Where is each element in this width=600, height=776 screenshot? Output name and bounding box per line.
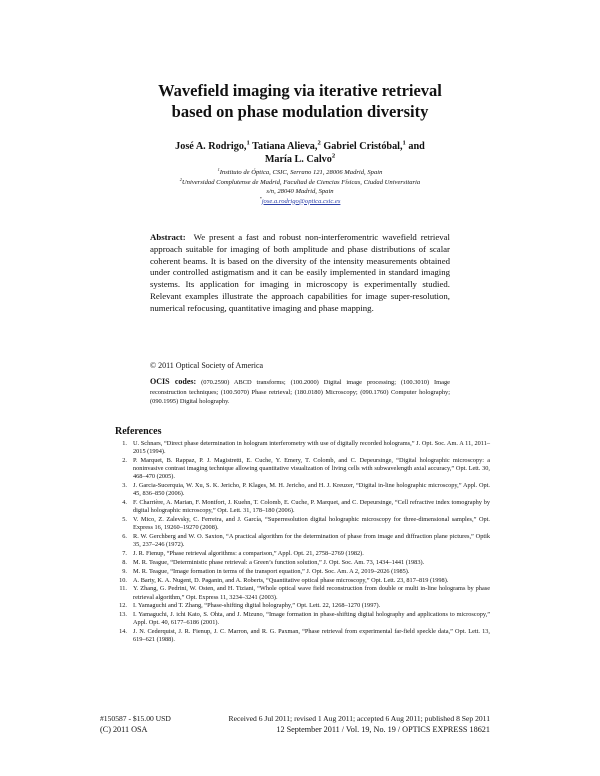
author-name: José A. Rodrigo, — [175, 141, 247, 152]
affiliation-mark: 1 — [217, 166, 220, 172]
footer-dates: Received 6 Jul 2011; revised 1 Aug 2011; accepted 6 Aug 2011; published 8 Sep 2011 — [228, 714, 490, 723]
reference-number: 11. — [119, 585, 127, 593]
footer-journal-info: 12 September 2011 / Vol. 19, No. 19 / OPTICS EXPRESS 18621 — [276, 725, 490, 734]
reference-number: 4. — [122, 499, 127, 507]
ocis-codes — [150, 377, 450, 407]
email-mark: * — [259, 195, 262, 201]
ocis-text: (070.2590) ABCD transforms; (100.2000) Digital image processing; (100.3010) Image reconstruction techniques; (100.5070) Phase retrieval; (180.0180) Microscopy; (090.1760) Computer holography; (090.1995) Digital holography. — [150, 379, 450, 405]
affiliation-1 — [120, 168, 480, 178]
author-line-2 — [120, 153, 480, 166]
footer-copyright: (C) 2011 OSA — [100, 725, 148, 734]
reference-text: M. R. Teague, “Image formation in terms of the transport equation,” J. Opt. Soc. Am. A 2, 2019–2026 (1985). — [133, 567, 410, 575]
reference-item — [115, 550, 490, 558]
reference-item — [115, 602, 490, 610]
reference-number: 9. — [122, 567, 127, 575]
author-name: Gabriel Cristóbal, — [323, 141, 403, 152]
affiliation-2 — [120, 178, 480, 188]
ocis-label: OCIS codes: — [150, 377, 197, 386]
reference-number: 7. — [122, 550, 127, 558]
reference-number: 8. — [122, 559, 127, 566]
copyright-notice: © 2011 Optical Society of America — [150, 361, 264, 370]
affiliation-2-continued: s/n, 28040 Madrid, Spain — [266, 188, 334, 195]
author-affiliation-mark: 2 — [331, 152, 336, 160]
reference-item — [115, 482, 490, 498]
affiliations — [120, 168, 480, 206]
author-conjunction: and — [408, 141, 425, 152]
reference-item — [115, 577, 490, 585]
reference-number: 13. — [119, 611, 127, 619]
reference-text: F. Charrière, A. Marian, F. Montfort, J. Kuehn, T. Colomb, E. Cuche, P. Marquet, and C. Depeursinge, “Cell refractive index tomography by digital holographic microscopy,” Opt. Lett. 31, 178–180 (2006). — [133, 499, 490, 515]
title-line-2: based on phase modulation diversity — [171, 102, 429, 121]
author-name: Tatiana Alieva, — [252, 141, 318, 152]
reference-item — [115, 628, 490, 644]
reference-text: J. R. Fienup, “Phase retrieval algorithms: a comparison,” Appl. Opt. 21, 2758–2769 (1982). — [133, 550, 364, 558]
reference-text: J. N. Cederquist, J. R. Fienup, J. C. Marron, and R. G. Paxman, “Phase retrieval from experimental far-field speckle data,” Opt. Lett. 13, 619–621 (1988). — [133, 628, 490, 644]
reference-number: 6. — [122, 533, 127, 541]
reference-number: 12. — [119, 602, 127, 610]
reference-text: I. Yamaguchi and T. Zhang, “Phase-shifting digital holography,” Opt. Lett. 22, 1268–1270 (1997). — [133, 602, 381, 610]
reference-text: I. Yamaguchi, J. ichi Kato, S. Ohta, and J. Mizuno, “Image formation in phase-shifting digital holography and applications to microscopy,” Appl. Opt. 40, 6177–6186 (2001). — [133, 611, 490, 627]
reference-text: J. Garcia-Sucerquia, W. Xu, S. K. Jericho, P. Klages, M. H. Jericho, and H. J. Kreuzer, “Digital in-line holographic microscopy,” Appl. Opt. 45, 836–850 (2006). — [133, 482, 490, 498]
reference-item — [115, 440, 490, 456]
reference-number: 1. — [122, 440, 127, 447]
reference-number: 2. — [122, 457, 127, 464]
footer-article-price: #150587 - $15.00 USD — [100, 714, 171, 723]
author-list — [120, 140, 480, 166]
reference-text: U. Schnars, “Direct phase determination in hologram interferometry with use of digitally recorded holograms,” J. Opt. Soc. Am. A 11, 2011–2015 (1994). — [133, 440, 490, 456]
reference-item — [115, 568, 490, 576]
reference-number: 14. — [119, 628, 127, 636]
reference-text: P. Marquet, B. Rappaz, P. J. Magistretti, E. Cuche, Y. Emery, T. Colomb, and C. Depeursinge, “Digital holographic microscopy: a noninvasive contrast imaging technique allowing quantitative visualization of living cells with subwavelength axial accuracy,” Opt. Lett. 30, 468–470 (2005). — [133, 457, 490, 481]
reference-number: 3. — [122, 482, 127, 490]
reference-number: 10. — [119, 576, 127, 584]
reference-item — [115, 499, 490, 515]
reference-text: V. Mico, Z. Zalevsky, C. Ferreira, and J. García, “Superresolution digital holographic microscopy for three-dimensional samples,” Opt. Express 16, 19260–19270 (2008). — [133, 516, 490, 532]
author-line-1 — [120, 140, 480, 153]
reference-text: A. Barty, K. A. Nugent, D. Paganin, and A. Roberts, “Quantitative optical phase microscopy,” Opt. Lett. 23, 817–819 (1998). — [133, 576, 449, 584]
reference-item — [115, 516, 490, 532]
email-link[interactable]: jose.a.rodrigo@optica.csic.es — [261, 197, 341, 205]
corresponding-email — [120, 197, 480, 207]
affiliation-text: Instituto de Óptica, CSIC, Serrano 121, 28006 Madrid, Spain — [219, 169, 383, 176]
reference-text: R. W. Gerchberg and W. O. Saxton, “A practical algorithm for the determination of phase from image and diffraction plane pictures,” Optik 35, 237–246 (1972). — [133, 533, 490, 549]
abstract-label: Abstract: — [150, 232, 186, 242]
reference-item — [115, 611, 490, 627]
references-heading: References — [115, 426, 162, 437]
paper-title — [100, 80, 500, 122]
reference-text: Y. Zhang, G. Pedrini, W. Osten, and H. Tiziani, “Whole optical wave field reconstruction from double or multi in-line holograms by phase retrieval algorithm,” Opt. Express 11, 3234–3241 (2003). — [133, 585, 490, 601]
affiliation-text: Universidad Complutense de Madrid, Facultad de Ciencias Físicas, Ciudad Universitaria — [181, 178, 421, 186]
author-affiliation-mark: 1 — [246, 139, 250, 147]
references-list — [115, 440, 490, 645]
reference-item — [115, 457, 490, 482]
affiliation-mark: 2 — [179, 176, 182, 182]
reference-item — [115, 585, 490, 601]
title-line-1: Wavefield imaging via iterative retrieval — [158, 81, 442, 100]
author-affiliation-mark: 2 — [317, 139, 321, 147]
author-affiliation-mark: 1 — [402, 139, 406, 147]
abstract-text: We present a fast and robust non-interferomentric wavefield retrieval approach suitable for imaging of both amplitude and phase distributions of scalar coherent beams. It is based on the diversity of the intensity measurements obtained under controlled astigmatism and it can be easily implemented in standard imaging systems. Its application for imaging in microscopy is experimentally studied. Relevant examples illustrate the approach capabilities for image super-resolution, numerical refocusing, quantitative imaging and phase mapping. — [150, 232, 450, 313]
abstract — [150, 232, 450, 315]
reference-item — [115, 559, 490, 567]
reference-number: 5. — [122, 516, 127, 524]
author-name: María L. Calvo — [264, 154, 332, 165]
reference-item — [115, 533, 490, 549]
reference-text: M. R. Teague, “Deterministic phase retrieval: a Green’s function solution,” J. Opt. Soc. Am. 73, 1434–1441 (1983). — [133, 559, 425, 566]
